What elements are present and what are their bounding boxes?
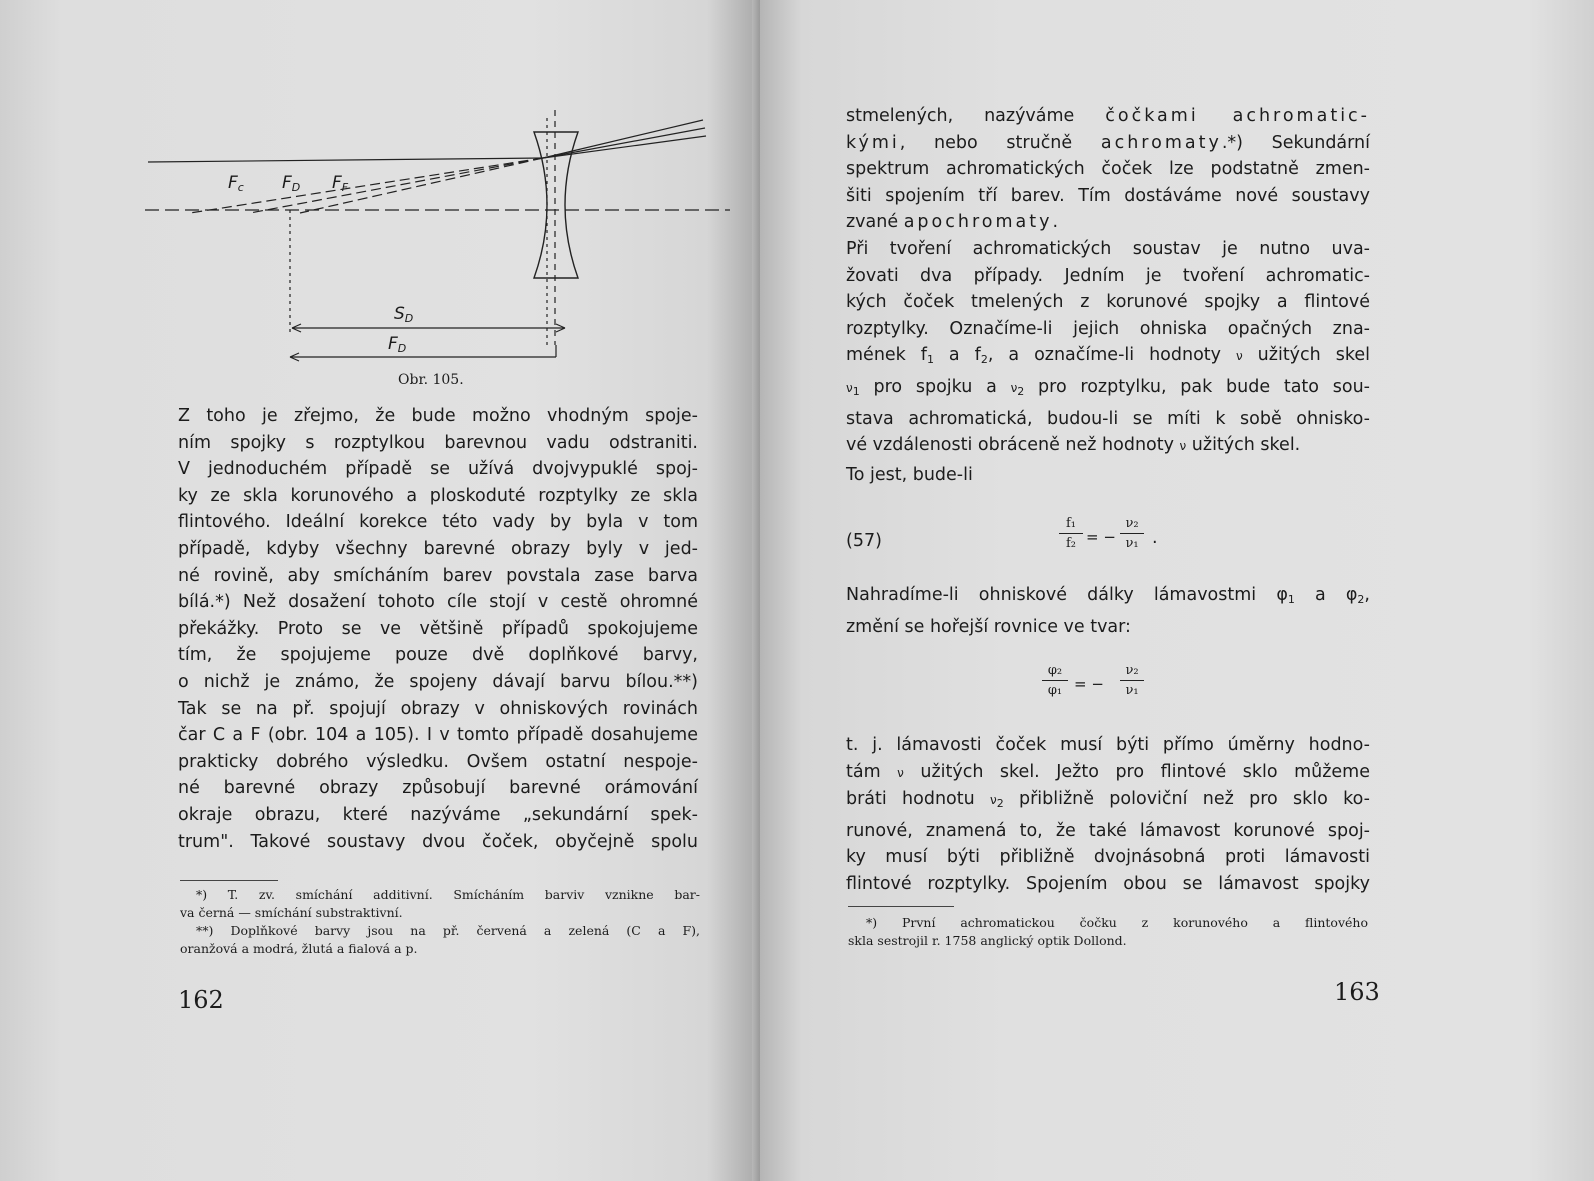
text-line: o nichž je známo, že spojeny dávají barvu bílou.**) xyxy=(178,671,698,692)
right-body-text-2 xyxy=(846,582,1370,640)
footnote-line: skla sestrojil r. 1758 anglický optik Dollond. xyxy=(848,933,1127,948)
text-line: runové, znamená to, že také lámavost korunové spoj- xyxy=(846,820,1370,841)
left-footnotes xyxy=(180,886,700,958)
text-line: flintového. Ideální korekce této vady by byla v tom xyxy=(178,512,698,533)
refracted-ray-1 xyxy=(543,120,703,158)
text-line: žovati dva případy. Jedním je tvoření achromatic- xyxy=(846,265,1370,286)
right-page xyxy=(760,0,1594,1181)
text-line: kých čoček tmelených z korunové spojky a flintové xyxy=(846,292,1370,313)
footnote-line: oranžová a modrá, žlutá a fialová a p. xyxy=(180,941,418,956)
right-body-text xyxy=(846,103,1370,460)
page-number-left: 162 xyxy=(178,986,224,1014)
footnote-line: *) T. zv. smíchání additivní. Smícháním barviv vznikne bar- xyxy=(196,887,700,902)
footnote-line: va černá — smíchání substraktivní. xyxy=(180,905,403,920)
text-line: ky ze skla korunového a ploskoduté rozptylky ze skla xyxy=(178,485,698,506)
incident-ray xyxy=(148,158,543,162)
text-line: stmelených, nazýváme čočkami achromatic- xyxy=(846,106,1370,126)
text-line: Tak se na př. spojují obrazy v ohniskových rovinách xyxy=(178,698,698,719)
text-line: kými, nebo stručně achromaty.*) Sekundární xyxy=(846,132,1370,153)
footnote-line: **) Doplňkové barvy jsou na př. červená a zelená (C a F), xyxy=(196,923,700,938)
fig-label-fd2: $F_D$ xyxy=(388,334,407,355)
to-jest-line: To jest, bude-li xyxy=(846,465,973,485)
text-line: V jednoduchém případě se užívá dvojvypuklé spoj- xyxy=(178,459,698,480)
page-number-right: 163 xyxy=(1334,978,1380,1006)
text-line: změní se hořejší rovnice ve tvar: xyxy=(846,616,1131,637)
eq57-operator: = − xyxy=(1086,528,1116,546)
text-line: případě, kdyby všechny barevné obrazy byly v jed- xyxy=(178,538,698,559)
text-line: bílá.*) Než dosažení tohoto cíle stojí v cestě ohromné xyxy=(178,592,698,613)
right-footnotes xyxy=(848,914,1368,950)
right-body-text-3 xyxy=(846,732,1370,898)
text-line: okraje obrazu, které nazýváme „sekundární spek- xyxy=(178,804,698,825)
eq2-operator: = − xyxy=(1074,675,1104,693)
text-line: bráti hodnotu $\nu_2$ přibližně poloviční než pro sklo ko- xyxy=(846,789,1370,811)
text-line: flintové rozptylky. Spojením obou se lámavost spojky xyxy=(846,873,1370,894)
fig-label-sd: $S_D$ xyxy=(394,304,414,325)
fig-label-fc: $F_c$ xyxy=(228,173,244,194)
text-line: né rovině, aby smícháním barev povstala zase barva xyxy=(178,565,698,586)
text-line: šiti spojením tří barev. Tím dostáváme nové soustavy xyxy=(846,185,1370,206)
eq57-rhs: ν₂ ν₁ xyxy=(1120,516,1144,551)
text-line: trum". Takové soustavy dvou čoček, obyčejně spolu xyxy=(178,831,698,852)
text-line: tám ν užitých skel. Ježto pro flintové sklo můžeme xyxy=(846,761,1370,782)
text-line: zvané apochromaty. xyxy=(846,212,1059,233)
text-line: tím, že spojujeme pouze dvě doplňkové barvy, xyxy=(178,645,698,666)
left-page xyxy=(0,0,760,1181)
text-line: překážky. Proto se ve většině případů spokojujeme xyxy=(178,618,698,639)
eq2-lhs: φ₂ φ₁ xyxy=(1042,663,1068,698)
text-line: čar C a F (obr. 104 a 105). I v tomto případě dosahujeme xyxy=(178,725,698,746)
lens-diagram xyxy=(0,0,760,400)
text-line: rozptylky. Označíme-li jejich ohniska opačných zna- xyxy=(846,318,1370,339)
concave-lens xyxy=(534,132,578,278)
equation-57-number: (57) xyxy=(846,531,882,551)
footnote-rule xyxy=(848,906,954,907)
text-line: stava achromatická, budou-li se míti k sobě ohnisko- xyxy=(846,408,1370,429)
eq57-end: . xyxy=(1152,528,1158,548)
text-line: $\nu_1$ pro spojku a $\nu_2$ pro rozptylku, pak bude tato sou- xyxy=(846,376,1370,398)
text-line: prakticky dobrého výsledku. Ovšem ostatní nespoje- xyxy=(178,751,698,772)
text-line: ním spojky s rozptylkou barevnou vadu odstraniti. xyxy=(178,432,698,453)
text-line: mének $f_1$ a $f_2$, a označíme-li hodnoty ν užitých skel xyxy=(846,345,1370,367)
refracted-ray-3 xyxy=(543,136,706,158)
text-line: Při tvoření achromatických soustav je nutno uva- xyxy=(846,238,1370,259)
text-line: Z toho je zřejmo, že bude možno vhodným spoje- xyxy=(178,406,698,426)
left-body-text xyxy=(178,403,698,855)
text-line: ky musí býti přibližně dvojnásobná proti lámavosti xyxy=(846,847,1370,868)
eq57-lhs: f₁ f₂ xyxy=(1059,516,1083,551)
footnote-line: *) První achromatickou čočku z korunového a flintového xyxy=(866,915,1368,930)
text-line: vé vzdálenosti obráceně než hodnoty ν užitých skel. xyxy=(846,435,1301,456)
text-line: Nahradíme-li ohniskové dálky lámavostmi $\varphi_1$ a $\varphi_2$, xyxy=(846,585,1370,606)
text-line: né barevné obrazy způsobují barevné orámování xyxy=(178,778,698,799)
text-line: spektrum achromatických čoček lze podstatně zmen- xyxy=(846,159,1370,180)
footnote-rule xyxy=(180,880,278,881)
eq2-rhs: ν₂ ν₁ xyxy=(1120,663,1144,698)
text-line: t. j. lámavosti čoček musí býti přímo úměrny hodno- xyxy=(846,735,1370,755)
fig-label-fd: $F_D$ xyxy=(282,173,301,194)
figure-caption: Obr. 105. xyxy=(398,372,464,388)
fig-label-ff: $F_F$ xyxy=(332,173,349,194)
